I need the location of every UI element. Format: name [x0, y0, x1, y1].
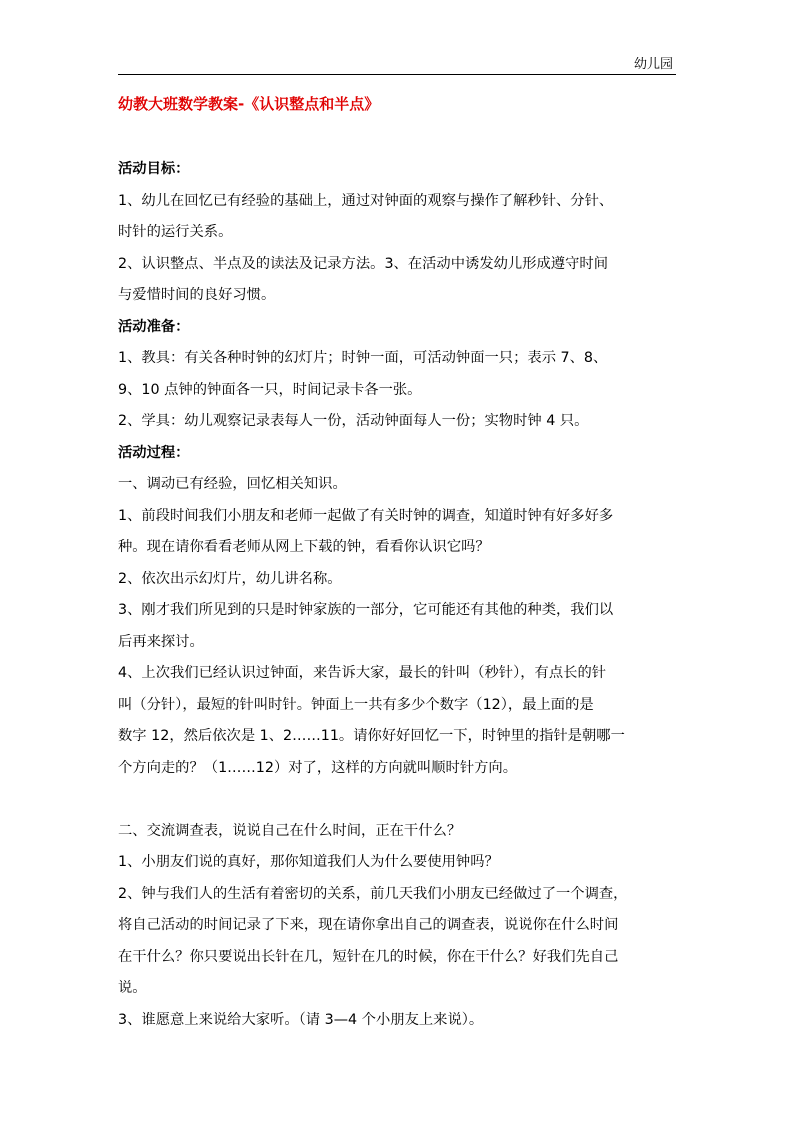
- document-title: 幼教大班数学教案-《认识整点和半点》: [118, 95, 380, 113]
- text-line: 2、钟与我们人的生活有着密切的关系，前几天我们小朋友已经做过了一个调查，: [118, 885, 628, 902]
- text-line: 与爱惜时间的良好习惯。: [118, 287, 276, 303]
- text-line: 在干什么？你只要说出长针在几，短针在几的时候，你在干什么？好我们先自己: [118, 948, 619, 965]
- text-line: 2、依次出示幻灯片，幼儿讲名称。: [118, 570, 342, 587]
- section-heading: 活动目标：: [118, 161, 190, 177]
- text-line: 2、认识整点、半点及的读法及记录方法。3、在活动中诱发幼儿形成遵守时间: [118, 255, 608, 272]
- text-line: 一、调动已有经验，回忆相关知识。: [118, 476, 347, 492]
- text-line: 种。现在请你看看老师从网上下载的钟，看看你认识它吗？: [118, 539, 490, 555]
- text-line: 后再来探讨。: [118, 633, 204, 650]
- text-line: 数字 12，然后依次是 1、2……11。请你好好回忆一下，时钟里的指针是朝哪一: [118, 728, 625, 744]
- text-line: 时针的运行关系。: [118, 224, 233, 240]
- header-label: 幼儿园: [633, 57, 673, 72]
- text-line: 9、10 点钟的钟面各一只，时间记录卡各一张。: [118, 381, 422, 398]
- document-text: [118, 154, 678, 1036]
- text-line: [118, 784, 678, 816]
- text-line: 4、上次我们已经认识过钟面，来告诉大家，最长的针叫（秒针），有点长的针: [118, 665, 607, 681]
- text-line: 1、教具：有关各种时钟的幻灯片；时钟一面，可活动钟面一只；表示 7、8、: [118, 350, 608, 366]
- text-line: 1、幼儿在回忆已有经验的基础上，通过对钟面的观察与操作了解秒针、分针、: [118, 192, 614, 209]
- page-header: [118, 57, 676, 75]
- text-line: 1、小朋友们说的真好，那你知道我们人为什么要使用钟吗？: [118, 854, 499, 870]
- text-line: 说。: [118, 980, 147, 996]
- text-line: 3、谁愿意上来说给大家听。（请 3—4 个小朋友上来说）。: [118, 1011, 484, 1028]
- text-line: 2、学具：幼儿观察记录表每人一份，活动钟面每人一份；实物时钟 4 只。: [118, 413, 589, 429]
- text-line: 叫（分针），最短的针叫时针。钟面上一共有多少个数字（12），最上面的是: [118, 696, 594, 713]
- text-line: 将自己活动的时间记录了下来，现在请你拿出自己的调查表，说说你在什么时间: [118, 917, 619, 933]
- text-line: 1、前段时间我们小朋友和老师一起做了有关时钟的调查，知道时钟有好多好多: [118, 507, 614, 524]
- text-line: 3、刚才我们所见到的只是时钟家族的一部分，它可能还有其他的种类，我们以: [118, 602, 614, 618]
- section-heading: 活动准备：: [118, 318, 190, 335]
- text-line: 个方向走的？（1……12）对了，这样的方向就叫顺时针方向。: [118, 759, 518, 776]
- text-line: 二、交流调查表，说说自己在什么时间，正在干什么？: [118, 822, 462, 839]
- section-heading: 活动过程：: [118, 444, 190, 461]
